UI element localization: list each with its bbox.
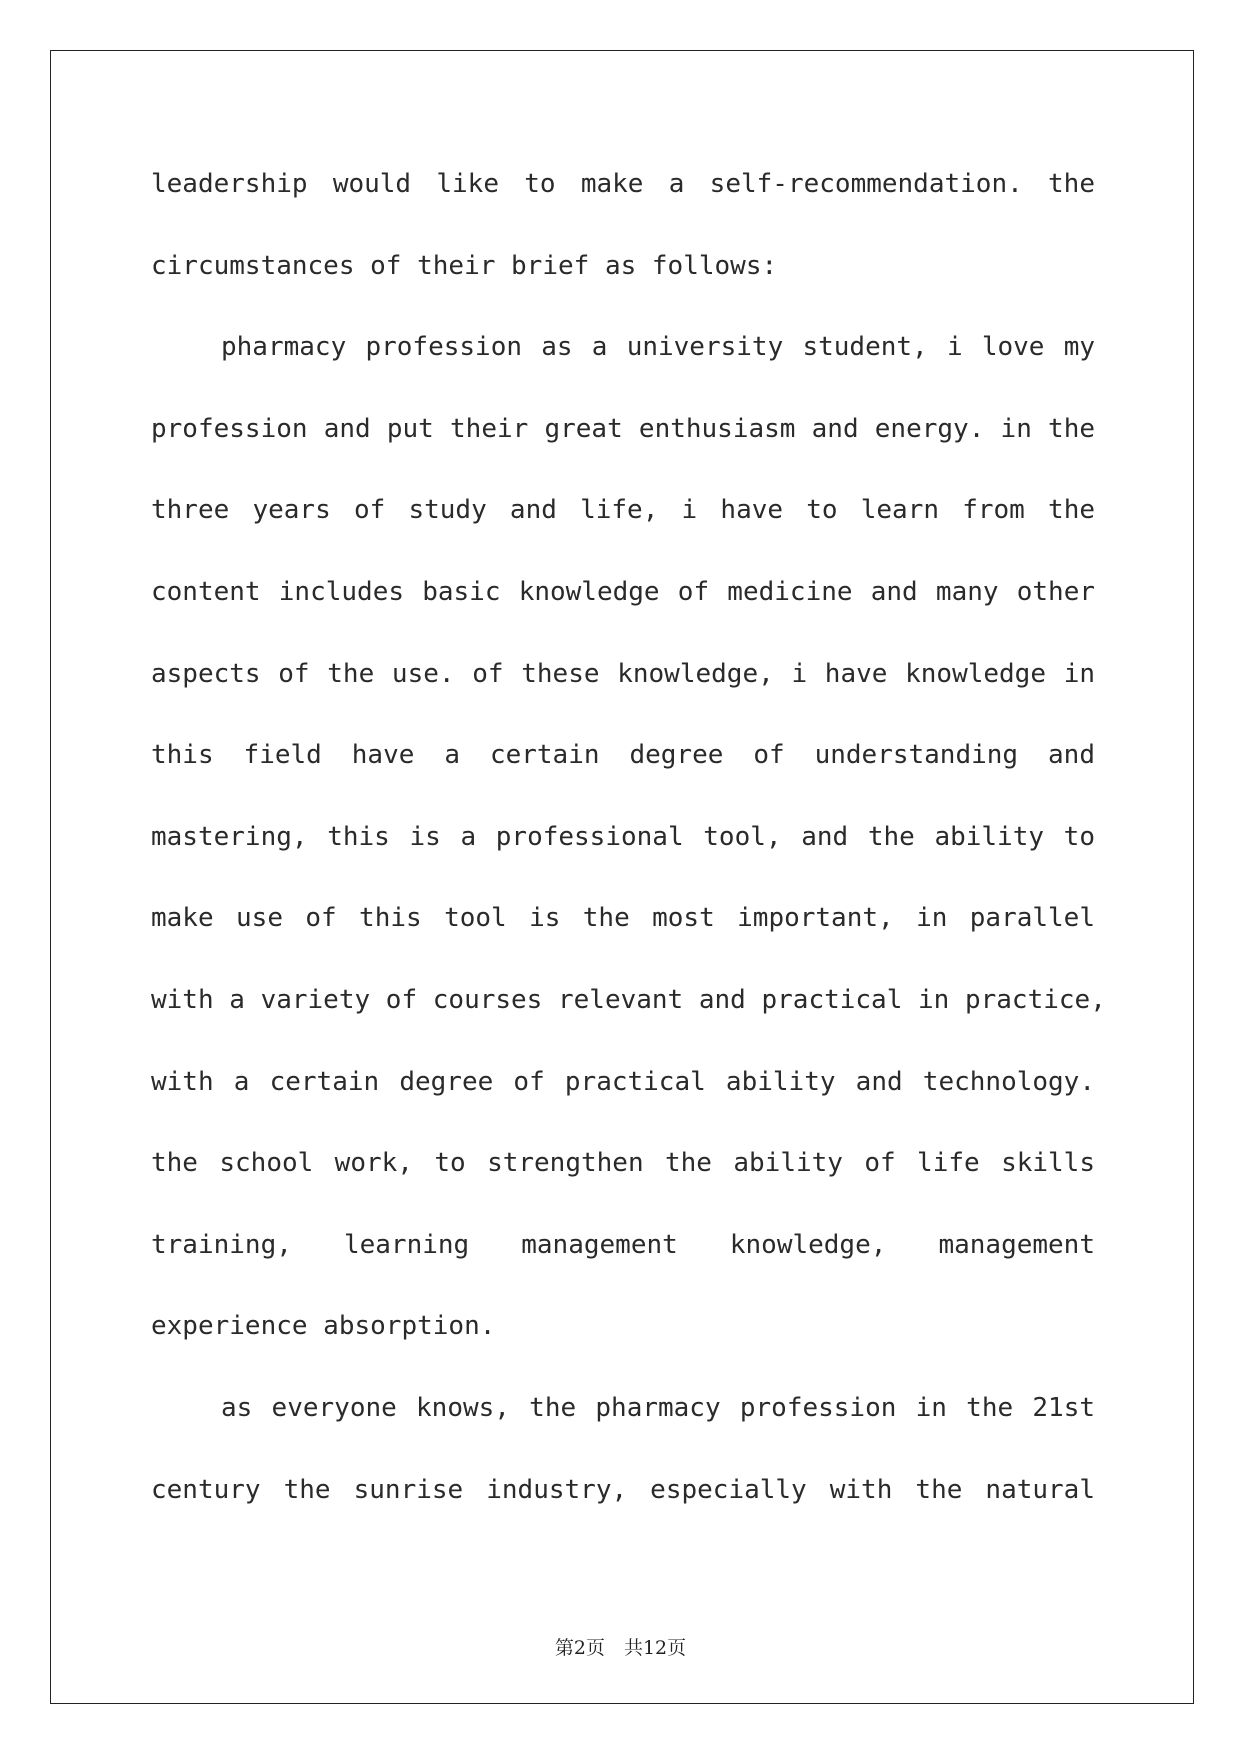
- text-line: century the sunrise industry, especially with the natural: [151, 1474, 1095, 1505]
- text-line: pharmacy profession as a university student, i love my: [221, 332, 1095, 363]
- text-line: three years of study and life, i have to learn from the: [151, 495, 1095, 526]
- text-line: the school work, to strengthen the ability of life skills: [151, 1148, 1095, 1179]
- text-line: experience absorption.: [151, 1311, 496, 1342]
- text-line: with a variety of courses relevant and practical in practice,: [151, 984, 1106, 1015]
- text-line: content includes basic knowledge of medicine and many other: [151, 576, 1095, 607]
- text-line: make use of this tool is the most important, in parallel: [151, 903, 1095, 934]
- text-line: as everyone knows, the pharmacy profession in the 21st: [221, 1392, 1095, 1423]
- page-number-footer: 第2页 共12页: [554, 1637, 687, 1659]
- text-line: with a certain degree of practical ability and technology.: [151, 1066, 1095, 1097]
- text-line: this field have a certain degree of understanding and: [151, 740, 1095, 771]
- text-line: training, learning management knowledge, management: [151, 1229, 1095, 1260]
- text-line: mastering, this is a professional tool, and the ability to: [151, 821, 1095, 852]
- text-line: leadership would like to make a self-recommendation. the: [151, 169, 1095, 199]
- document-body: [151, 166, 1106, 1553]
- text-line: circumstances of their brief as follows:: [151, 250, 778, 281]
- text-line: aspects of the use. of these knowledge, i have knowledge in: [151, 658, 1095, 689]
- text-line: profession and put their great enthusiasm and energy. in the: [151, 413, 1095, 444]
